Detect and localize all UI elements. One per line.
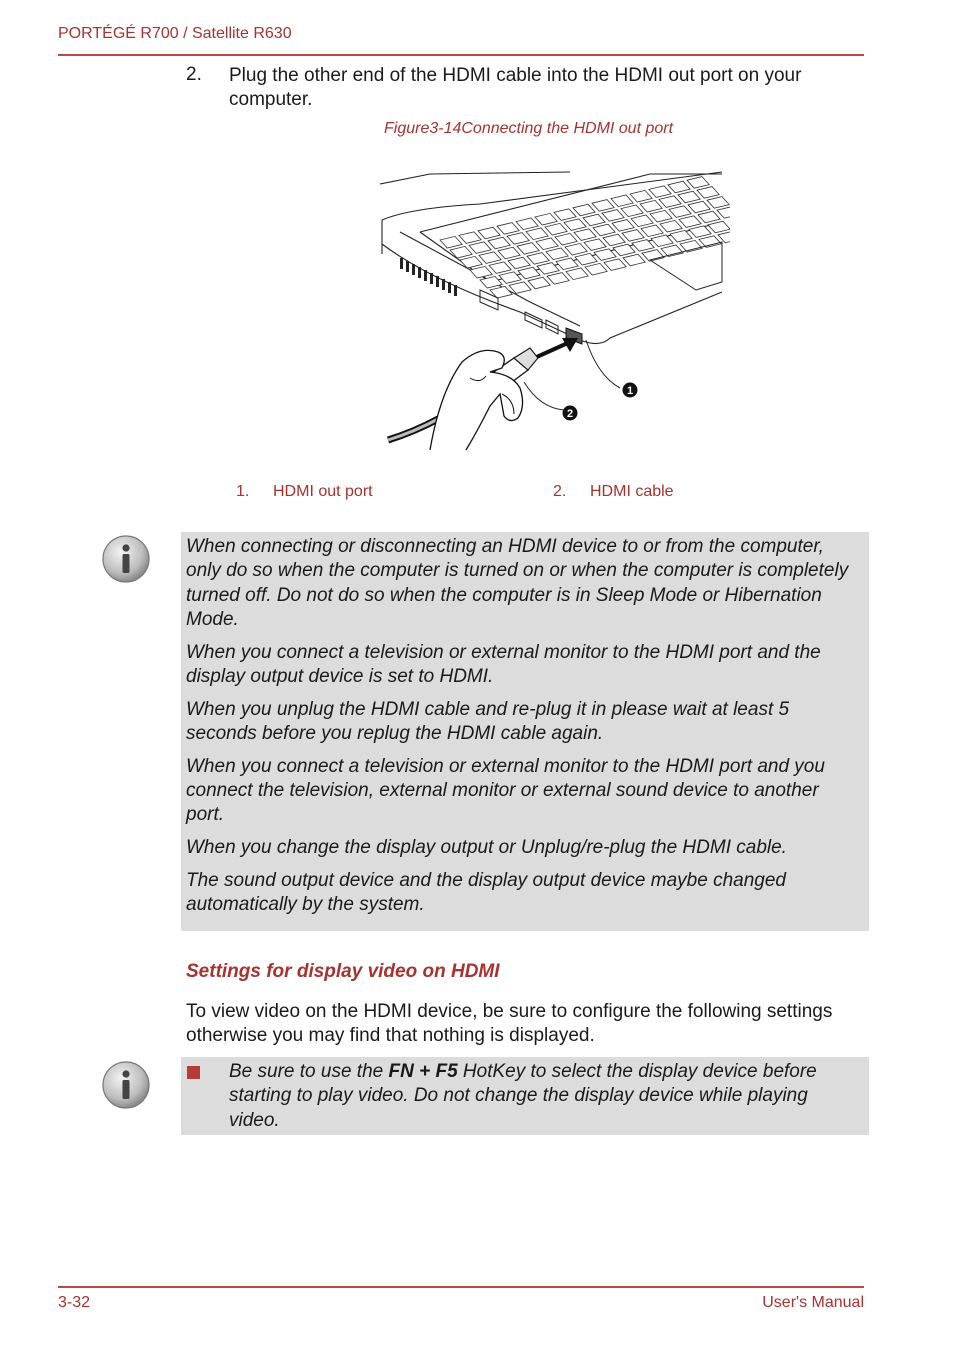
callout-2-label: 2 — [566, 408, 574, 420]
page-number: 3-32 — [58, 1294, 91, 1311]
legend-item-hdmi-out-port — [236, 483, 373, 501]
step-text: Plug the other end of the HDMI cable into the HDMI out port on your computer. — [229, 65, 802, 110]
note-paragraph: When connecting or disconnecting an HDMI device to or from the computer, only do so when the computer is turned on or when the computer is completely turned off. Do not do so when the computer is in Sleep Mode or Hibernation Mode. — [186, 536, 849, 630]
legend-label: HDMI out port — [273, 483, 373, 500]
footer-rule — [58, 1286, 864, 1288]
note-bullet-text — [229, 1060, 861, 1133]
legend-item-hdmi-cable — [553, 483, 674, 501]
info-icon — [101, 1060, 151, 1110]
hotkey-text: FN + F5 — [388, 1061, 458, 1082]
bullet-square-icon — [187, 1066, 200, 1079]
running-header: PORTÉGÉ R700 / Satellite R630 — [58, 25, 292, 42]
note-paragraph: When you unplug the HDMI cable and re-plug it in please wait at least 5 seconds before you replug the HDMI cable again. — [186, 698, 790, 745]
body-paragraph: To view video on the HDMI device, be sure to configure the following settings otherwise you may find that nothing is displayed. — [186, 1001, 833, 1046]
bullet-text-after: HotKey to select the display device before starting to play video. Do not change the display device while playing video. — [229, 1061, 817, 1131]
section-heading: Settings for display video on HDMI — [186, 961, 500, 982]
note-paragraph: When you connect a television or external monitor to the HDMI port and the display output device is set to HDMI. — [186, 641, 821, 687]
figure-caption: Figure3-14Connecting the HDMI out port — [384, 120, 674, 137]
info-icon — [101, 534, 151, 584]
step-number: 2. — [186, 64, 202, 85]
legend-number: 1. — [236, 483, 250, 500]
manual-title: User's Manual — [762, 1294, 864, 1311]
callout-1-label: 1 — [626, 385, 634, 397]
hdmi-connection-illustration — [370, 162, 730, 454]
legend-label: HDMI cable — [590, 483, 674, 500]
note-paragraph: When you change the display output or Unplug/re-plug the HDMI cable. — [186, 837, 787, 859]
note-text — [186, 535, 856, 926]
legend-number: 2. — [553, 483, 567, 500]
bullet-text-before: Be sure to use the — [229, 1061, 389, 1082]
header-rule — [58, 54, 864, 56]
note-paragraph: When you connect a television or external monitor to the HDMI port and you connect the television, external monitor or external sound device to another port. — [186, 755, 825, 826]
note-paragraph: The sound output device and the display output device maybe changed automatically by the system. — [186, 870, 786, 916]
